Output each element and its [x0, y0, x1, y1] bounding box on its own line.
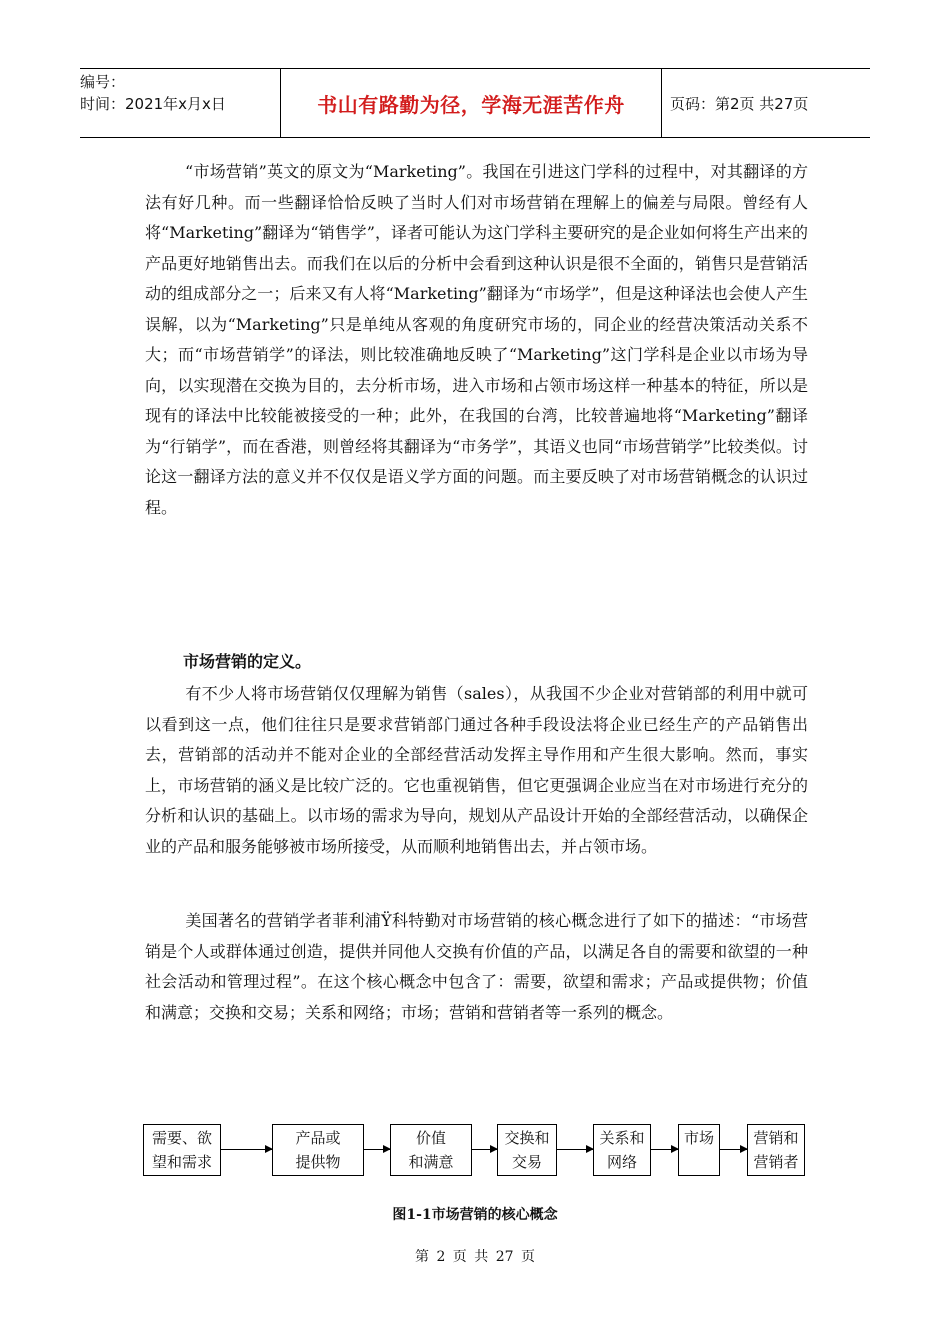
concept-box-relationships: [593, 1124, 651, 1176]
paragraph-translation-text: “市场营销”英文的原文为“Marketing”。我国在引进这门学科的过程中，对其翻译的方法有好几种。而一些翻译恰恰反映了当时人们对市场营销在理解上的偏差与局限。曾经有人将“Marketing”翻译为“销售学”，译者可能认为这门学科主要研究的是企业如何将生产出来的产品更好地销售出去。而我们在以后的分析中会看到这种认识是很不全面的，销售只是营销活动的组成部分之一；后来又有人将“Marketing”翻译为“市场学”，但是这种译法也会使人产生误解，以为“Marketing”只是单纯从客观的角度研究市场的，同企业的经营决策活动关系不大；而“市场营销学”的译法，则比较准确地反映了“Marketing”这门学科是企业以市场为导向，以实现潜在交换为目的，去分析市场，进入市场和占领市场这样一种基本的特征，所以是现有的译法中比较能被接受的一种；此外，在我国的台湾，比较普遍地将“Marketing”翻译为“行销学”，而在香港，则曾经将其翻译为“市务学”，其语义也同“市场营销学”比较类似。讨论这一翻译方法的意义并不仅仅是语义学方面的问题。而主要反映了对市场营销概念的认识过程。: [145, 162, 808, 517]
header-date: 时间：2021年x月x日: [80, 95, 226, 113]
paragraph-kotler-text: 美国著名的营销学者菲利浦Ÿ科特勤对市场营销的核心概念进行了如下的描述：“市场营销是个人或群体通过创造，提供并同他人交换有价值的产品，以满足各自的需要和欲望的一种社会活动和管理过程”。在这个核心概念中包含了：需要，欲望和需求；产品或提供物；价值和满意；交换和交易；关系和网络；市场；营销和营销者等一系列的概念。: [145, 911, 808, 1022]
header-motto: 书山有路勤为径，学海无涯苦作舟: [281, 69, 662, 137]
concept-box-line: 交易: [511, 1153, 542, 1171]
concept-box-exchange: [497, 1124, 557, 1176]
concept-box-line: 营销和: [753, 1129, 799, 1147]
flow-arrow: [221, 1149, 272, 1150]
paragraph-translation: [145, 157, 808, 523]
concept-box-line: 提供物: [295, 1153, 341, 1171]
concept-box-needs: [143, 1124, 221, 1176]
concept-box-line: 产品或: [295, 1129, 341, 1147]
concept-box-line: 价值: [415, 1129, 446, 1147]
flow-arrow: [557, 1149, 593, 1150]
header-number-label: 编号：: [80, 73, 126, 91]
paragraph-kotler: [145, 906, 808, 1028]
concept-box-line: 营销者: [753, 1153, 799, 1171]
concept-box-line: 关系和: [599, 1129, 645, 1147]
page-footer: 第 2 页 共 27 页: [415, 1249, 535, 1265]
flow-arrow: [472, 1149, 497, 1150]
concept-box-line: 交换和: [504, 1129, 550, 1147]
concept-box-line: 需要、欲: [151, 1129, 212, 1147]
page-header: [80, 68, 870, 138]
flow-arrow: [364, 1149, 390, 1150]
concept-box-line: 网络: [606, 1153, 637, 1171]
section-title: 市场营销的定义。: [183, 652, 312, 671]
concept-box-products: [272, 1124, 364, 1176]
paragraph-definition-text: 有不少人将市场营销仅仅理解为销售（sales），从我国不少企业对营销部的利用中就可以看到这一点，他们往往只是要求营销部门通过各种手段设法将企业已经生产的产品销售出去，营销部的活动并不能对企业的全部经营活动发挥主导作用和产生很大影响。然而，事实上，市场营销的涵义是比较广泛的。它也重视销售，但它更强调企业应当在对市场进行充分的分析和认识的基础上。以市场的需求为导向，规划从产品设计开始的全部经营活动，以确保企业的产品和服务能够被市场所接受，从而顺利地销售出去，并占领市场。: [145, 684, 808, 856]
header-page-info: 页码：第2页 共27页: [670, 94, 809, 113]
concept-box-marketers: [747, 1124, 805, 1176]
concept-box-markets: [678, 1124, 720, 1176]
concept-box-line: 望和需求: [151, 1153, 212, 1171]
flow-arrow: [720, 1149, 747, 1150]
concept-box-line: 市场: [683, 1129, 714, 1147]
paragraph-definition: [145, 679, 808, 862]
header-meta: [80, 69, 281, 137]
concept-box-line: 和满意: [408, 1153, 454, 1171]
concept-box-value: [390, 1124, 472, 1176]
flow-arrow: [651, 1149, 678, 1150]
figure-caption: 图1-1市场营销的核心概念: [392, 1207, 558, 1223]
